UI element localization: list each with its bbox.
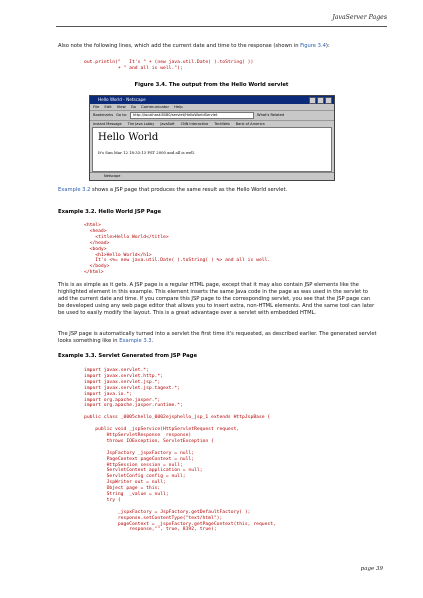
link-bank-of-america: Bank of America [235,122,265,126]
menu-view: View [116,104,126,109]
menu-file: File [93,104,100,109]
example-3-2-title: Example 3.2. Hello World JSP Page [58,209,162,215]
link-techweb: TechWeb [214,122,230,126]
browser-viewport [92,127,332,172]
code-generated-servlet: import javax.servlet.*; import javax.servlet.http.*; import javax.servlet.jsp.*; import javax.servlet.jsp.tagext.*; import java.io.*; import org.apache.jasper.*; import org.apache.jasper.runtime.*; public class _0005chello_0002ejsphello_jsp_1 extends HttpJspBase { public void _jspService(HttpServletRequest request, HttpServletResponse response) throws IOException, ServletException { JspFactory _jspxFactory = null; PageContext pageContext = null; HttpSession session = null; ServletContext application = null; ServletConfig config = null; JspWriter out = null; Object page = this; String _value = null; try { _jspxFactory = JspFactory.getDefaultFactory( ); response.setContentType("text/html"); pageContext = _jspxFactory.getPageContext(this, request, response,"", true, 8192, true); [84,368,276,533]
intro-paragraph [58,43,378,50]
address-field: http://localhost:8080/servlet/HelloWorldServlet [130,112,254,119]
code-snippet-println: out.println(" It's " + (new java.util.Date( ).toString( )) + " and all is well."); [84,60,254,71]
intro-text-end: ): [325,43,330,49]
figure-caption: Figure 3.4. The output from the Hello World servlet [134,82,289,88]
link-java-lobby: The Java Lobby [127,122,155,126]
link-cnn: CNN Interactive [180,122,209,126]
menu-edit: Edit [104,104,112,109]
browser-screenshot [89,95,335,181]
browser-location-bar [90,110,334,120]
close-icon [325,97,332,104]
example-3-2-link[interactable]: Example 3.2 [58,187,91,193]
paragraph-jsp-explanation: This is as simple as it gets. A JSP page is a regular HTML page, except that it may also contain JSP elements like the highlighted element in this example. This element inserts the same Java code in the page as was used in the servlet to add the current date and time. If you compare this JSP page to the corresponding servlet, you see that the JSP page can be developed using any web page editor that allows you to insert extra, non-HTML elements. And the same tool can later be used to easily modify the layout. This is a great advantage over a servlet with embedded HTML. [58,282,375,317]
browser-status-bar: Netscape [90,172,334,180]
link-instant-message: Instant Message [93,122,122,126]
minimize-icon [309,97,316,104]
rendered-text: It's Sun Mar 12 18:33:13 PST 2000 and all is well. [98,150,195,155]
code-jsp-page: <html> <head> <title>Hello World</title> </head> <body> <h1>Hello World</h1> It's <%= new java.util.Date( ).toString( ) %> and all is well. </body> </html> [84,223,271,276]
intro-text: Also note the following lines, which add the current date and time to the response (shown in [58,43,301,49]
header-rule [56,26,387,27]
bookmarks-label: Bookmarks [93,113,114,117]
browser-window-title: Hello World - Netscape [98,97,146,102]
paragraph-generated-servlet [58,331,378,345]
running-header: JavaServer Pages [332,14,387,21]
link-javasoft: JavaSoft [160,122,175,126]
generated-servlet-text-end: . [151,338,154,345]
example-3-3-link[interactable]: Example 3.3 [119,338,152,345]
rendered-heading: Hello World [98,132,159,143]
menu-go: Go [130,104,136,109]
whats-related-label: What's Related [257,113,285,117]
window-controls [309,97,332,104]
menu-help: Help [174,104,183,109]
paragraph-example-text: shows a JSP page that produces the same result as the Hello World servlet. [90,187,288,193]
figure-3-4-link[interactable]: Figure 3.4 [300,43,326,49]
generated-servlet-text: The JSP page is automatically turned into a servlet the first time it's requested, as described earlier. The generated servlet looks something like in [58,331,377,345]
browser-title-bar [90,96,334,104]
goto-label: Go to: [116,113,128,117]
page-number: page 39 [360,566,383,572]
menu-communicator: Communicator [141,104,170,109]
example-3-3-title: Example 3.3. Servlet Generated from JSP Page [58,353,198,359]
paragraph-example-ref [58,187,378,194]
maximize-icon [317,97,324,104]
